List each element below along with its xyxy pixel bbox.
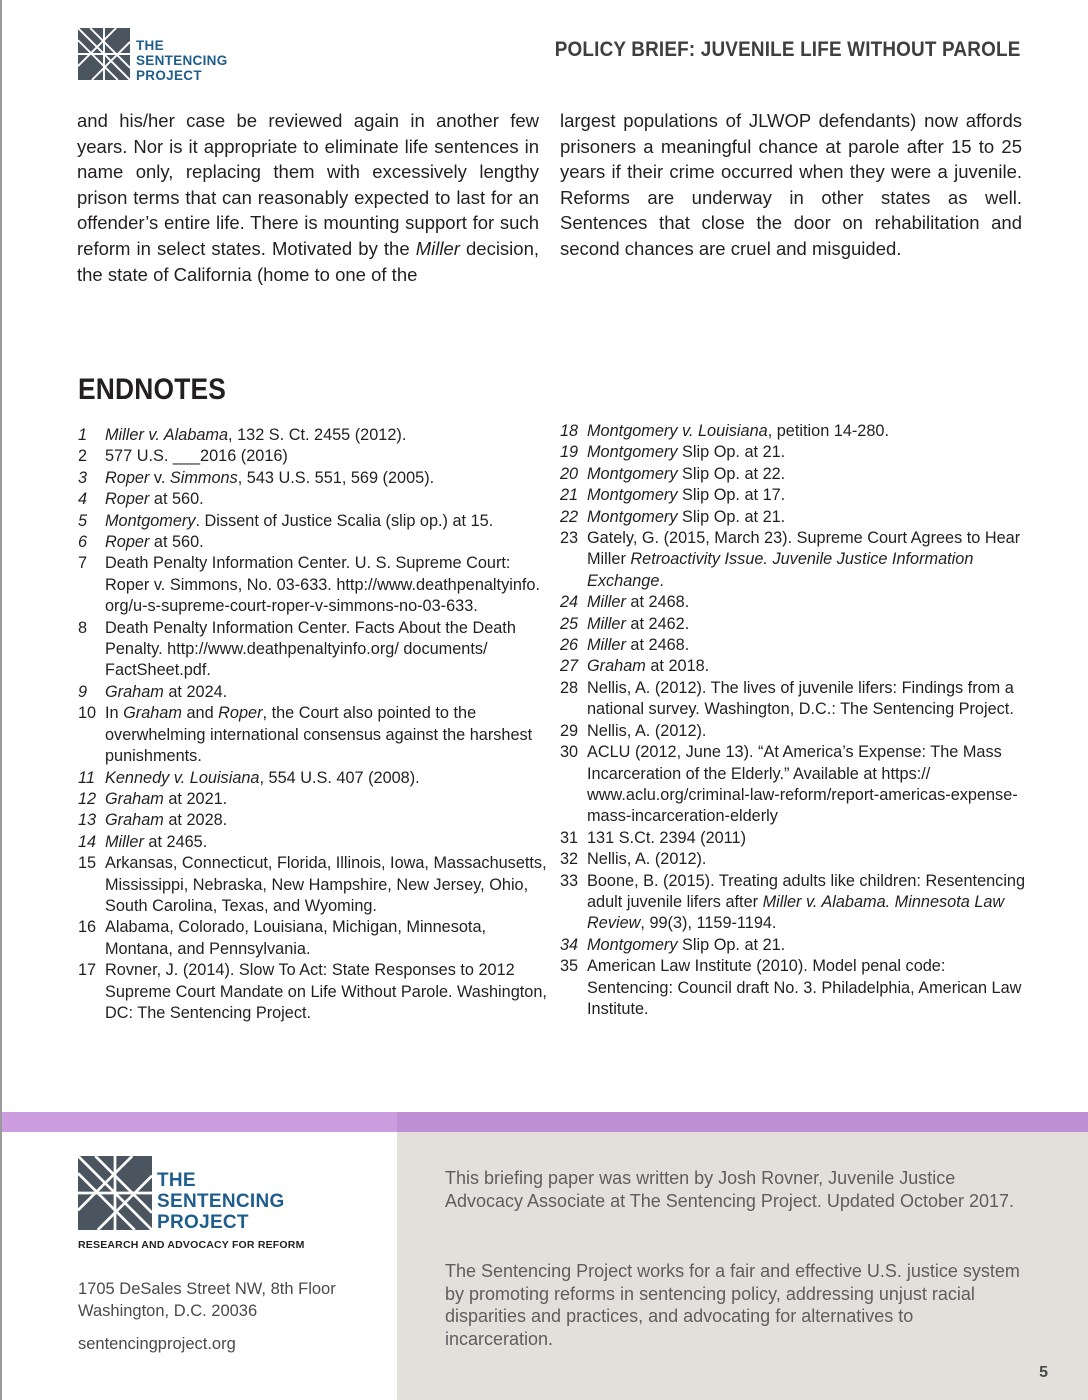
endnote-item	[560, 871, 1030, 935]
text-run: Rovner, J. (2014). Slow To Act: State Responses to 2012 Supreme Court Mandate on Life Without Parole. Washington, DC: The Sentencing Project.	[105, 961, 547, 1022]
endnote-number: 10	[78, 704, 97, 723]
text-run: at 2462.	[625, 614, 690, 633]
website-link[interactable]: sentencingproject.org	[78, 1335, 236, 1353]
italic-text: Graham	[105, 682, 164, 701]
endnote-item	[78, 960, 548, 1024]
brief-title: POLICY BRIEF: JUVENILE LIFE WITHOUT PAROLE	[554, 38, 1020, 61]
endnote-text	[587, 935, 1030, 956]
endnote-item	[78, 511, 548, 532]
endnote-text	[587, 464, 1030, 485]
text-run: .	[659, 571, 664, 590]
endnote-text	[105, 468, 548, 489]
endnote-item	[78, 446, 548, 467]
endnote-item	[560, 507, 1030, 528]
endnote-number: 2	[78, 447, 88, 466]
endnote-item	[78, 703, 548, 767]
organization-mission: The Sentencing Project works for a fair and effective U.S. justice system by promoting reforms in sentencing policy, addressing unjust racial disparities and practices, and advocating for alternatives to incarceration.	[445, 1261, 1020, 1349]
text-run: Slip Op. at 21.	[677, 507, 786, 526]
endnote-number: 27	[560, 657, 579, 676]
logo-line: SENTENCING	[157, 1191, 285, 1212]
endnote-item	[560, 742, 1030, 828]
italic-text: Retroactivity Issue. Juvenile Justice Information Exchange	[587, 550, 974, 590]
page-number: 5	[1039, 1364, 1048, 1381]
endnote-text	[105, 489, 548, 510]
text-run: 577 U.S. ___2016 (2016)	[105, 447, 288, 466]
logo-line: PROJECT	[136, 68, 202, 83]
italic-text: Kennedy v. Louisiana	[105, 768, 260, 787]
endnote-text	[105, 682, 548, 703]
endnote-text	[587, 656, 1030, 677]
endnote-number: 24	[560, 593, 579, 612]
text-run: Boone, B. (2015). Treating adults like children: Resentencing adult juvenile lifers after	[587, 871, 1026, 911]
endnote-number: 29	[560, 721, 579, 740]
text-run: Gately, G. (2015, March 23). Supreme Court Agrees to Hear Miller	[587, 529, 1021, 569]
endnotes-heading: ENDNOTES	[78, 373, 227, 406]
sentencing-project-logo-icon	[78, 28, 130, 80]
text-run: and	[181, 704, 219, 723]
italic-text: Roper	[105, 533, 150, 552]
endnote-text	[105, 832, 548, 853]
endnotes-list-left	[78, 425, 548, 1024]
text-run: , 99(3), 1159-1194.	[640, 914, 777, 933]
italic-text: Graham	[105, 789, 164, 808]
italic-text: Montgomery	[587, 507, 678, 526]
endnote-text	[587, 721, 1030, 742]
endnote-number: 23	[560, 529, 579, 548]
endnote-item	[560, 849, 1030, 870]
endnote-text	[105, 768, 548, 789]
header-logo	[78, 28, 228, 83]
endnote-item	[78, 489, 548, 510]
text-run: at 560.	[149, 490, 204, 509]
endnotes-list-right	[560, 421, 1030, 1020]
endnote-number: 5	[78, 511, 88, 530]
text-run: . Dissent of Justice Scalia (slip op.) at 15.	[195, 511, 494, 530]
text-run: decision, the state of California (home to one of the	[77, 237, 540, 285]
text-run: at 2468.	[625, 593, 690, 612]
italic-text: Graham	[587, 657, 646, 676]
italic-text: Roper	[105, 468, 150, 487]
footer-logo-text	[157, 1170, 285, 1233]
logo-line: SENTENCING	[136, 53, 228, 68]
endnote-text	[105, 810, 548, 831]
text-run: Slip Op. at 17.	[677, 486, 786, 505]
endnote-text	[587, 635, 1030, 656]
endnote-number: 28	[560, 678, 579, 697]
endnote-item	[560, 421, 1030, 442]
endnote-number: 33	[560, 871, 579, 890]
text-run: Alabama, Colorado, Louisiana, Michigan, Minnesota, Montana, and Pennsylvania.	[105, 918, 487, 958]
text-run: Nellis, A. (2012). The lives of juvenile lifers: Findings from a national survey. Washington, D.C.: The Sentencing Project.	[587, 678, 1014, 719]
text-run: at 2024.	[163, 682, 228, 701]
endnote-text	[105, 703, 548, 767]
endnote-item	[78, 917, 548, 960]
endnote-text	[105, 446, 548, 467]
text-run: at 2468.	[625, 636, 690, 655]
text-run: Slip Op. at 21.	[677, 935, 786, 954]
italic-text: Miller v. Alabama	[105, 426, 229, 444]
endnote-item	[78, 682, 548, 703]
endnote-text	[105, 553, 548, 617]
endnote-number: 13	[78, 811, 97, 830]
endnote-text	[587, 678, 1030, 721]
endnote-number: 15	[78, 854, 97, 873]
italic-text: Roper	[105, 490, 150, 509]
endnote-text	[587, 592, 1030, 613]
endnote-item	[560, 828, 1030, 849]
text-run: at 2018.	[645, 657, 710, 676]
endnote-item	[560, 656, 1030, 677]
endnote-item	[560, 442, 1030, 463]
endnote-number: 25	[560, 614, 579, 633]
endnote-number: 14	[78, 832, 97, 851]
text-run: , 132 S. Ct. 2455 (2012).	[228, 426, 407, 444]
endnote-item	[560, 464, 1030, 485]
endnote-text	[587, 956, 1030, 1020]
endnote-number: 1	[78, 426, 88, 444]
endnote-item	[560, 592, 1030, 613]
endnote-number: 12	[78, 789, 97, 808]
text-run: at 2021.	[163, 789, 228, 808]
italic-text: Graham	[105, 811, 164, 830]
endnote-item	[560, 635, 1030, 656]
logo-line: THE	[157, 1170, 196, 1191]
italic-text: Simmons	[169, 468, 238, 487]
endnote-number: 8	[78, 618, 88, 637]
footer-tagline: RESEARCH AND ADVOCACY FOR REFORM	[78, 1239, 305, 1251]
endnote-number: 17	[78, 961, 97, 980]
footer-accent-bar	[2, 1112, 397, 1132]
endnote-number: 3	[78, 468, 88, 487]
text-run: v.	[149, 468, 170, 487]
endnote-item	[560, 528, 1030, 592]
endnote-text	[587, 421, 1030, 442]
text-run: Death Penalty Information Center. Facts About the Death Penalty. http://www.deathpenaltyinfo.org/ documents/ FactSheet.pdf.	[105, 618, 516, 680]
italic-text: Roper	[218, 704, 263, 723]
endnote-item	[78, 532, 548, 553]
body-column-right	[560, 108, 1022, 262]
italic-text: Miller v. Alabama. Minnesota Law Review	[587, 892, 1005, 933]
text-run: Slip Op. at 22.	[677, 464, 786, 483]
endnote-text	[587, 614, 1030, 635]
endnote-text	[105, 511, 548, 532]
endnote-item	[78, 425, 548, 446]
endnote-item	[78, 810, 548, 831]
endnote-text	[105, 618, 548, 682]
endnote-number: 19	[560, 443, 579, 462]
endnote-number: 16	[78, 918, 97, 937]
text-run: and his/her case be reviewed again in another few years. Nor is it appropriate to eliminate life sentences in name only, replacing them with excessively lengthy prison terms that can reasonably expected to last for an offender’s entire life. There is mounting support for such reform in select states. Motivated by the	[77, 110, 539, 259]
footer-address	[78, 1278, 336, 1322]
endnote-number: 22	[560, 507, 579, 526]
endnote-text	[105, 917, 548, 960]
endnote-text	[587, 828, 1030, 849]
text-run: largest populations of JLWOP defendants) now affords prisoners a meaningful chance at parole after 15 to 25 years if their crime occurred when they were a juvenile. Reforms are underway in other states as well. Sentences that close the door on rehabilitation and second chances are cruel and misguided.	[560, 110, 1022, 259]
italic-text: Montgomery	[587, 464, 678, 483]
text-run: at 2028.	[163, 811, 228, 830]
endnote-text	[587, 528, 1030, 592]
endnote-item	[78, 789, 548, 810]
endnote-item	[78, 468, 548, 489]
footer-accent-bar	[397, 1112, 1088, 1132]
text-run: at 2465.	[143, 832, 208, 851]
endnote-number: 35	[560, 957, 579, 976]
endnote-item	[560, 935, 1030, 956]
endnote-item	[560, 956, 1030, 1020]
endnote-number: 18	[560, 422, 579, 440]
endnote-number: 4	[78, 490, 88, 509]
italic-text: Montgomery v. Louisiana	[587, 422, 768, 440]
endnote-text	[587, 849, 1030, 870]
text-run: American Law Institute (2010). Model penal code: Sentencing: Council draft No. 3. Philadelphia, American Law Institute.	[587, 957, 1022, 1018]
text-run: Nellis, A. (2012).	[587, 721, 707, 740]
author-note: This briefing paper was written by Josh Rovner, Juvenile Justice Advocacy Associate at The Sentencing Project. Updated October 2017.	[445, 1168, 1015, 1211]
italic-text: Montgomery	[587, 935, 678, 954]
endnote-number: 30	[560, 743, 579, 762]
endnote-number: 20	[560, 464, 579, 483]
italic-text: Miller	[415, 237, 460, 259]
endnote-number: 7	[78, 554, 88, 573]
italic-text: Miller	[587, 593, 626, 612]
endnote-number: 26	[560, 636, 579, 655]
endnote-text	[105, 532, 548, 553]
endnote-item	[78, 853, 548, 917]
endnote-text	[105, 853, 548, 917]
endnote-number: 6	[78, 533, 88, 552]
text-run: at 560.	[149, 533, 204, 552]
logo-line: PROJECT	[157, 1212, 249, 1233]
footer	[2, 1112, 1088, 1400]
italic-text: Miller	[105, 832, 144, 851]
endnote-number: 34	[560, 935, 579, 954]
endnote-item	[78, 832, 548, 853]
text-run: , 554 U.S. 407 (2008).	[259, 768, 420, 787]
footer-logo	[78, 1156, 285, 1233]
sentencing-project-logo-icon	[78, 1156, 152, 1230]
italic-text: Graham	[123, 704, 182, 723]
text-run: Slip Op. at 21.	[677, 443, 786, 462]
text-run: Death Penalty Information Center. U. S. Supreme Court: Roper v. Simmons, No. 03-633. http://www.deathpenaltyinfo. org/u-s-supreme-court-roper-v-simmons-no-03-633.	[105, 554, 540, 616]
endnote-item	[560, 614, 1030, 635]
endnote-number: 31	[560, 828, 579, 847]
text-run: , the Court also pointed to the overwhelming international consensus against the harshest punishments.	[105, 704, 533, 766]
header-logo-text	[136, 38, 228, 83]
text-run: , petition 14-280.	[767, 422, 889, 440]
italic-text: Montgomery	[587, 443, 678, 462]
endnote-item	[560, 721, 1030, 742]
italic-text: Miller	[587, 614, 626, 633]
body-column-left	[77, 108, 539, 287]
italic-text: Montgomery	[105, 511, 196, 530]
address-line: Washington, D.C. 20036	[78, 1302, 258, 1320]
text-run: Arkansas, Connecticut, Florida, Illinois, Iowa, Massachusetts, Mississippi, Nebraska, New Hampshire, New Jersey, Ohio, South Carolina, Texas, and Wyoming.	[105, 854, 547, 915]
endnote-text	[105, 960, 548, 1024]
endnote-number: 9	[78, 682, 88, 701]
endnote-text	[587, 742, 1030, 828]
italic-text: Miller	[587, 636, 626, 655]
italic-text: Montgomery	[587, 486, 678, 505]
endnote-text	[105, 425, 548, 446]
endnote-number: 21	[560, 486, 579, 505]
endnote-item	[78, 553, 548, 617]
endnote-text	[587, 442, 1030, 463]
text-run: 131 S.Ct. 2394 (2011)	[587, 828, 746, 847]
endnote-text	[587, 485, 1030, 506]
text-run: , 543 U.S. 551, 569 (2005).	[237, 468, 435, 487]
endnote-number: 32	[560, 850, 579, 869]
endnote-text	[587, 871, 1030, 935]
endnote-text	[587, 507, 1030, 528]
endnote-item	[78, 618, 548, 682]
text-run: ACLU (2012, June 13). “At America’s Expense: The Mass Incarceration of the Elderly.” Available at https:// www.aclu.org/criminal-law-reform/report-americas-expense-mass-incarceration-elderly	[587, 743, 1018, 826]
endnote-item	[560, 678, 1030, 721]
endnote-number: 11	[78, 768, 95, 787]
endnote-item	[560, 485, 1030, 506]
text-run: Nellis, A. (2012).	[587, 850, 707, 869]
endnote-item	[78, 768, 548, 789]
logo-line: THE	[136, 38, 164, 53]
address-line: 1705 DeSales Street NW, 8th Floor	[78, 1280, 336, 1298]
text-run: In	[105, 704, 124, 723]
endnote-text	[105, 789, 548, 810]
